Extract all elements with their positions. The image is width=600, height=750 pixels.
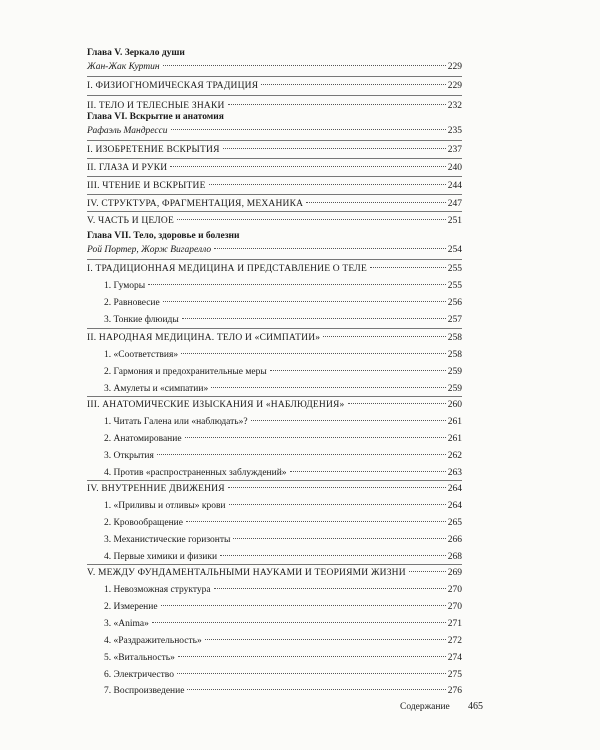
divider — [87, 480, 462, 481]
toc-subsection — [104, 296, 462, 310]
page-number: 255 — [447, 264, 462, 274]
toc-section — [87, 79, 462, 93]
chapter-title: Глава VI. Вскрытие и анатомия — [87, 112, 224, 122]
subsection-label: 3. Открытия — [104, 451, 154, 461]
toc-subsection — [104, 499, 462, 513]
divider — [87, 211, 462, 212]
page-number: 251 — [447, 216, 462, 226]
page-number: 256 — [447, 298, 462, 308]
page-number: 271 — [447, 619, 462, 629]
subsection-label: 1. Читать Галена или «наблюдать»? — [104, 417, 248, 427]
subsection-label: 5. «Витальность» — [104, 653, 175, 663]
chapter-title: Глава VII. Тело, здоровье и болезни — [87, 231, 240, 241]
subsection-label: 1. Гуморы — [104, 281, 146, 291]
chapter-author-row — [87, 60, 462, 74]
page-number: 258 — [447, 333, 462, 343]
section-label: III. АНАТОМИЧЕСКИЕ ИЗЫСКАНИЯ И «НАБЛЮДЕНИЯ» — [87, 400, 345, 410]
page-number: 257 — [447, 315, 462, 325]
toc-subsection — [104, 617, 462, 631]
page-number: 247 — [447, 199, 462, 209]
page-number: 229 — [447, 62, 462, 72]
divider — [87, 95, 462, 96]
toc-subsection — [104, 583, 462, 597]
toc-subsection — [104, 313, 462, 327]
page-number: 265 — [447, 518, 462, 528]
subsection-label: 2. Равновесие — [104, 298, 160, 308]
subsection-label: 2. Кровообращение — [104, 518, 183, 528]
divider — [87, 259, 462, 260]
toc-section — [87, 161, 462, 175]
section-label: II. ГЛАЗА И РУКИ — [87, 163, 168, 173]
divider — [87, 158, 462, 159]
section-label: III. ЧТЕНИЕ И ВСКРЫТИЕ — [87, 181, 206, 191]
running-footer: Содержание — [400, 702, 450, 712]
toc-section — [87, 398, 462, 412]
toc-section — [87, 197, 462, 211]
toc-subsection — [104, 550, 462, 564]
toc-subsection — [104, 279, 462, 293]
page-number: 272 — [447, 636, 462, 646]
subsection-label: 4. «Раздражительность» — [104, 636, 202, 646]
subsection-label: 6. Электричество — [104, 670, 174, 680]
divider — [87, 564, 462, 565]
section-label: I. ТРАДИЦИОННАЯ МЕДИЦИНА И ПРЕДСТАВЛЕНИЕ О ТЕЛЕ — [87, 264, 367, 274]
chapter-author: Рафаэль Мандресси — [87, 126, 168, 136]
divider — [87, 328, 462, 329]
page-number: 263 — [447, 468, 462, 478]
subsection-label: 1. «Соответствия» — [104, 350, 179, 360]
subsection-label: 4. Первые химики и физики — [104, 552, 218, 562]
page-number: 269 — [447, 568, 462, 578]
toc-subsection — [104, 415, 462, 429]
page-number: 259 — [447, 384, 462, 394]
subsection-label: 3. Механистические горизонты — [104, 535, 231, 545]
page-number: 264 — [447, 501, 462, 511]
toc-section — [87, 566, 462, 580]
page-number: 262 — [447, 451, 462, 461]
toc-subsection — [104, 382, 462, 396]
chapter-author: Рой Портер, Жорж Вигарелло — [87, 245, 212, 255]
section-label: V. ЧАСТЬ И ЦЕЛОЕ — [87, 216, 174, 226]
subsection-label: 3. «Anima» — [104, 619, 149, 629]
section-label: I. ФИЗИОГНОМИЧЕСКАЯ ТРАДИЦИЯ — [87, 81, 259, 91]
toc-section — [87, 143, 462, 157]
toc-subsection — [104, 348, 462, 362]
divider — [87, 396, 462, 397]
page-number: 270 — [447, 585, 462, 595]
subsection-label: 1. Невозможная структура — [104, 585, 211, 595]
subsection-label: 3. Амулеты и «симпатии» — [104, 384, 209, 394]
page-number: 232 — [447, 101, 462, 111]
toc-subsection — [104, 634, 462, 648]
page-number: 261 — [447, 434, 462, 444]
subsection-label: 2. Измерение — [104, 602, 158, 612]
chapter-author-row — [87, 243, 462, 257]
divider — [87, 76, 462, 77]
subsection-label: 7. Воспроизведение — [104, 686, 185, 696]
section-label: V. МЕЖДУ ФУНДАМЕНТАЛЬНЫМИ НАУКАМИ И ТЕОРИЯМИ ЖИЗНИ — [87, 568, 406, 578]
page-number: 244 — [447, 181, 462, 191]
folio-page-number: 465 — [468, 701, 483, 712]
page-number: 276 — [447, 686, 462, 696]
section-label: II. НАРОДНАЯ МЕДИЦИНА. ТЕЛО И «СИМПАТИИ» — [87, 333, 321, 343]
chapter-author-row — [87, 124, 462, 138]
page-number: 260 — [447, 400, 462, 410]
page-number: 237 — [447, 145, 462, 155]
page-number: 275 — [447, 670, 462, 680]
page-number: 274 — [447, 653, 462, 663]
chapter-author: Жан-Жак Куртин — [87, 62, 160, 72]
toc-subsection — [104, 684, 462, 698]
subsection-label: 3. Тонкие флюиды — [104, 315, 179, 325]
toc-subsection — [104, 600, 462, 614]
toc-section — [87, 179, 462, 193]
toc-section — [87, 331, 462, 345]
divider — [87, 140, 462, 141]
page-number: 264 — [447, 484, 462, 494]
page-number: 254 — [447, 245, 462, 255]
toc-subsection — [104, 432, 462, 446]
page-number: 255 — [447, 281, 462, 291]
toc-subsection — [104, 365, 462, 379]
section-label: IV. СТРУКТУРА, ФРАГМЕНТАЦИЯ, МЕХАНИКА — [87, 199, 304, 209]
chapter-title: Глава V. Зеркало души — [87, 48, 185, 58]
toc-subsection — [104, 533, 462, 547]
divider — [87, 176, 462, 177]
subsection-label: 1. «Приливы и отливы» крови — [104, 501, 226, 511]
page-number: 261 — [447, 417, 462, 427]
page-number: 235 — [447, 126, 462, 136]
toc-section — [87, 214, 462, 228]
toc-subsection — [104, 449, 462, 463]
page-number: 229 — [447, 81, 462, 91]
page-number: 259 — [447, 367, 462, 377]
toc-subsection — [104, 516, 462, 530]
toc-section — [87, 482, 462, 496]
subsection-label: 2. Гармония и предохранительные меры — [104, 367, 267, 377]
toc-subsection — [104, 668, 462, 682]
page-number: 268 — [447, 552, 462, 562]
page-number: 240 — [447, 163, 462, 173]
section-label: IV. ВНУТРЕННИЕ ДВИЖЕНИЯ — [87, 484, 225, 494]
toc-subsection — [104, 466, 462, 480]
subsection-label: 2. Анатомирование — [104, 434, 182, 444]
section-label: II. ТЕЛО И ТЕЛЕСНЫЕ ЗНАКИ — [87, 101, 225, 111]
toc-subsection — [104, 651, 462, 665]
page-number: 258 — [447, 350, 462, 360]
divider — [87, 194, 462, 195]
section-label: I. ИЗОБРЕТЕНИЕ ВСКРЫТИЯ — [87, 145, 220, 155]
toc-section — [87, 262, 462, 276]
subsection-label: 4. Против «распространенных заблуждений» — [104, 468, 287, 478]
page-number: 270 — [447, 602, 462, 612]
page-number: 266 — [447, 535, 462, 545]
